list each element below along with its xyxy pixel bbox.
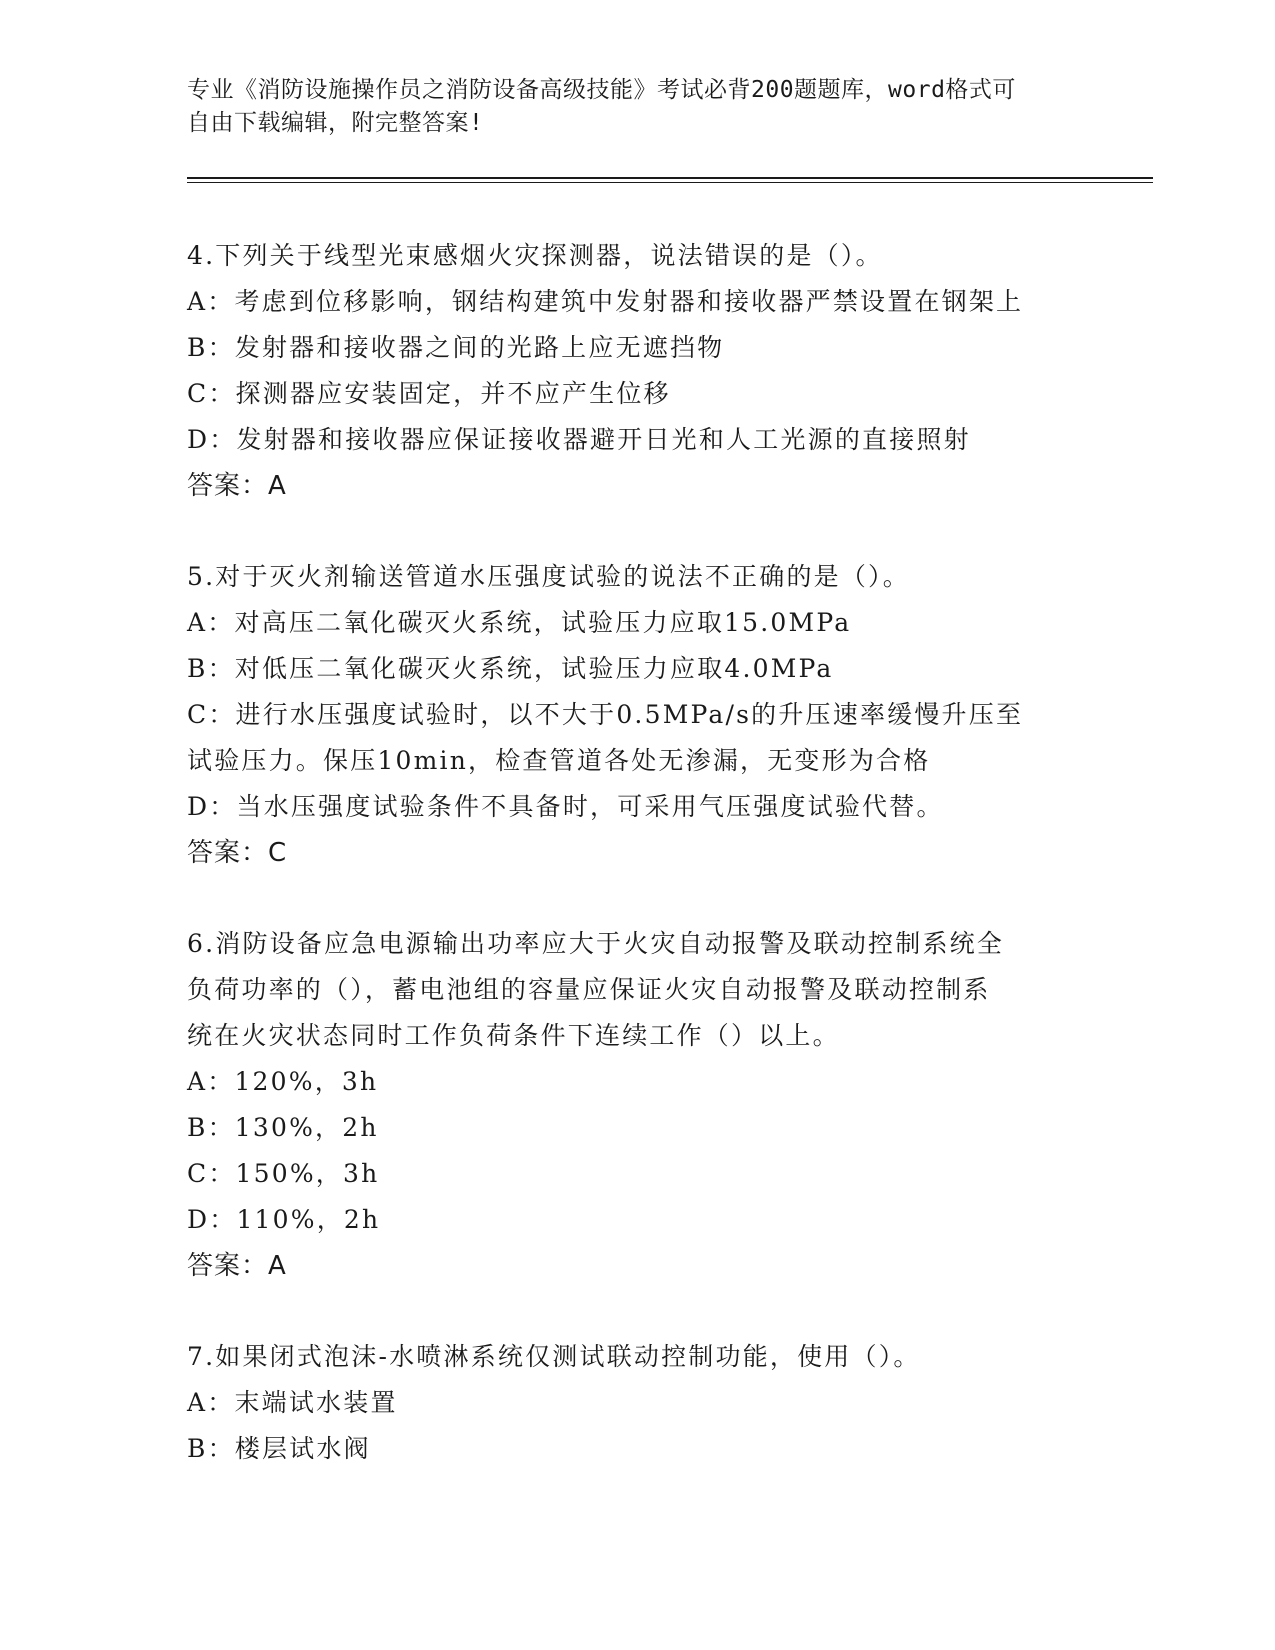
option-d: D：当水压强度试验条件不具备时，可采用气压强度试验代替。 (187, 792, 944, 821)
header-rule-thick (187, 177, 1153, 179)
question-gap (187, 876, 1087, 921)
question-block-5 (187, 554, 1087, 876)
question-gap (187, 509, 1087, 554)
option-c: C：150%，3h (187, 1159, 380, 1188)
question-stem-continued: 统在火灾状态同时工作负荷条件下连续工作（）以上。 (187, 1021, 840, 1050)
option-d: D：发射器和接收器应保证接收器避开日光和人工光源的直接照射 (187, 425, 971, 454)
option-c: C：进行水压强度试验时，以不大于0.5MPa/s的升压速率缓慢升压至 (187, 700, 1024, 729)
question-stem: 7.如果闭式泡沫-水喷淋系统仅测试联动控制功能，使用（）。 (187, 1342, 921, 1371)
answer-label: 答案：A (187, 1251, 287, 1281)
question-block-4 (187, 233, 1087, 509)
option-a: A：考虑到位移影响，钢结构建筑中发射器和接收器严禁设置在钢架上 (187, 287, 1024, 316)
option-b: B：对低压二氧化碳灭火系统，试验压力应取4.0MPa (187, 654, 834, 683)
answer-label: 答案：A (187, 471, 287, 501)
option-b: B：楼层试水阀 (187, 1434, 371, 1463)
question-block-6 (187, 921, 1087, 1289)
document-header (187, 74, 1067, 140)
option-a: A：对高压二氧化碳灭火系统，试验压力应取15.0MPa (187, 608, 852, 637)
question-block-7 (187, 1334, 1087, 1472)
option-c: C：探测器应安装固定，并不应产生位移 (187, 379, 671, 408)
header-rule-thin (187, 182, 1153, 183)
option-b: B：130%，2h (187, 1113, 379, 1142)
option-a: A：120%，3h (187, 1067, 379, 1096)
header-title-line-2: 自由下载编辑，附完整答案! (187, 110, 484, 136)
option-a: A：末端试水装置 (187, 1388, 398, 1417)
option-b: B：发射器和接收器之间的光路上应无遮挡物 (187, 333, 725, 362)
question-stem: 6.消防设备应急电源输出功率应大于火灾自动报警及联动控制系统全 (187, 929, 1005, 958)
header-title-line-1: 专业《消防设施操作员之消防设备高级技能》考试必背200题题库，word格式可 (187, 77, 1016, 103)
question-stem: 4.下列关于线型光束感烟火灾探测器，说法错误的是（）。 (187, 241, 883, 270)
answer-label: 答案：C (187, 838, 288, 868)
option-c-continued: 试验压力。保压10min，检查管道各处无渗漏，无变形为合格 (187, 746, 931, 775)
question-gap (187, 1289, 1087, 1334)
question-stem-continued: 负荷功率的（），蓄电池组的容量应保证火灾自动报警及联动控制系 (187, 975, 991, 1004)
question-list (187, 233, 1087, 1472)
option-d: D：110%，2h (187, 1205, 381, 1234)
question-stem: 5.对于灭火剂输送管道水压强度试验的说法不正确的是（）。 (187, 562, 910, 591)
